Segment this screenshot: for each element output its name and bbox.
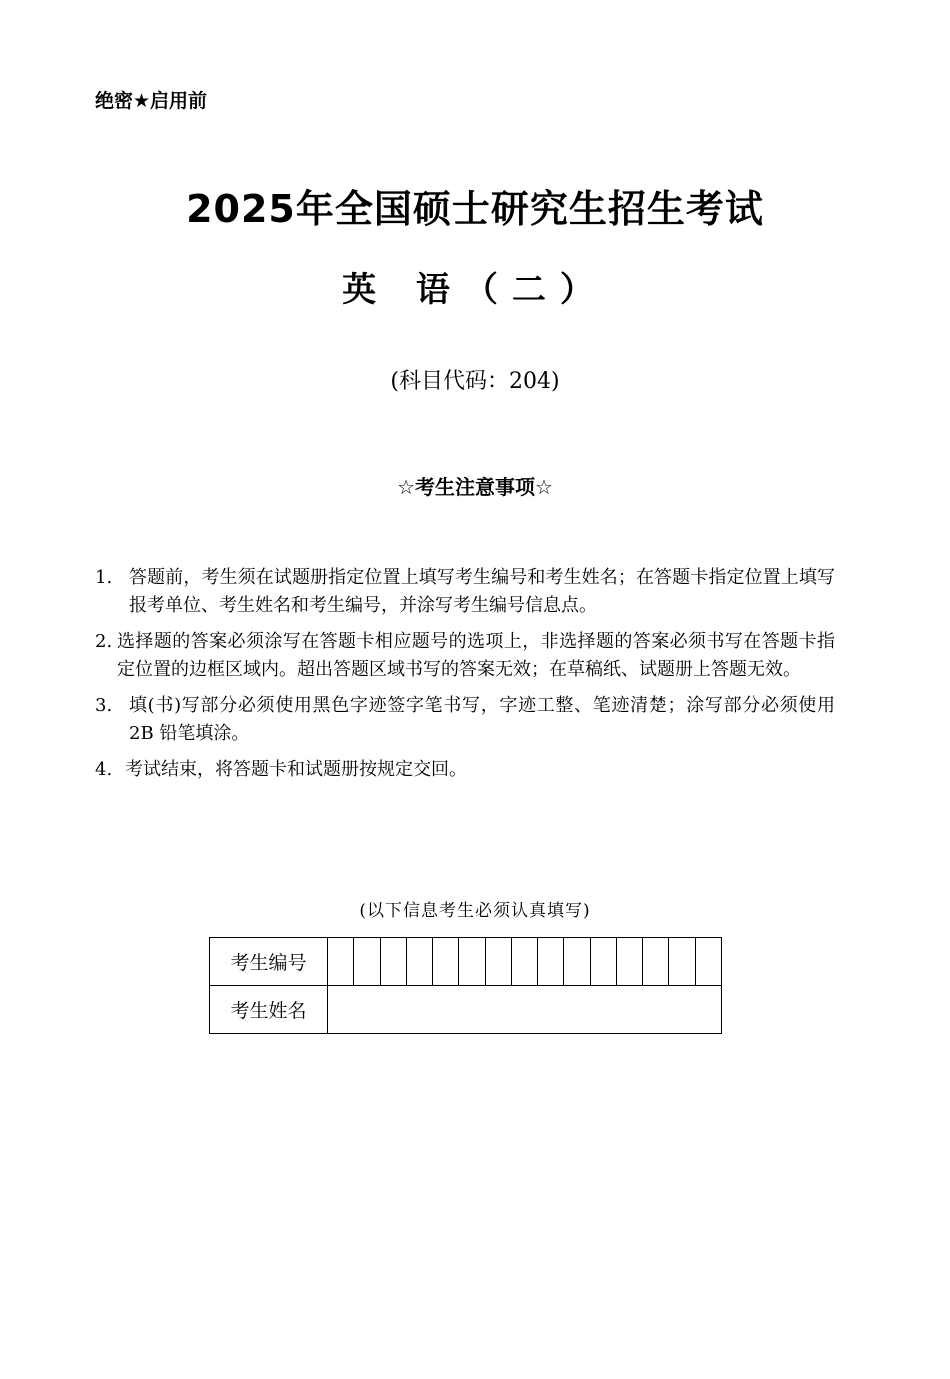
instructions-list <box>95 564 835 792</box>
candidate-number-box[interactable] <box>695 938 721 986</box>
instruction-item <box>95 628 835 684</box>
candidate-name-field[interactable] <box>328 986 722 1034</box>
candidate-number-box[interactable] <box>380 938 406 986</box>
candidate-number-box[interactable] <box>616 938 642 986</box>
instruction-number: 1. <box>95 567 113 588</box>
candidate-number-box[interactable] <box>669 938 695 986</box>
candidate-number-box[interactable] <box>643 938 669 986</box>
instruction-item <box>95 692 835 748</box>
instruction-item <box>95 756 835 784</box>
instruction-text: 填(书)写部分必须使用黑色字迹签字笔书写，字迹工整、笔迹清楚；涂写部分必须使用 2B 铅笔填涂。 <box>129 695 835 744</box>
subject-title: 英 语（二） <box>342 270 608 310</box>
instruction-number: 3. <box>95 695 113 716</box>
candidate-number-box[interactable] <box>511 938 537 986</box>
candidate-name-row <box>210 986 722 1034</box>
candidate-number-box[interactable] <box>433 938 459 986</box>
instruction-text: 考试结束，将答题卡和试题册按规定交回。 <box>125 759 467 780</box>
instruction-number: 4. <box>95 759 113 780</box>
form-caption: (以下信息考生必须认真填写) <box>359 901 591 921</box>
candidate-number-row <box>210 938 722 986</box>
notice-heading: ☆考生注意事项☆ <box>397 475 553 499</box>
instruction-text: 答题前，考生须在试题册指定位置上填写考生编号和考生姓名；在答题卡指定位置上填写报考单位、考生姓名和考生编号，并涂写考生编号信息点。 <box>129 567 835 616</box>
candidate-number-box[interactable] <box>564 938 590 986</box>
candidate-number-box[interactable] <box>328 938 354 986</box>
candidate-number-box[interactable] <box>590 938 616 986</box>
subject-code: (科目代码：204) <box>390 369 560 394</box>
candidate-number-box[interactable] <box>459 938 485 986</box>
candidate-number-box[interactable] <box>485 938 511 986</box>
exam-title: 2025年全国硕士研究生招生考试 <box>186 187 764 231</box>
candidate-number-box[interactable] <box>538 938 564 986</box>
candidate-name-label: 考生姓名 <box>210 986 328 1034</box>
instruction-text: 选择题的答案必须涂写在答题卡相应题号的选项上，非选择题的答案必须书写在答题卡指定位置的边框区域内。超出答题区域书写的答案无效；在草稿纸、试题册上答题无效。 <box>117 631 835 680</box>
candidate-info-table <box>209 937 722 1034</box>
confidential-marking: 绝密★启用前 <box>95 90 208 112</box>
candidate-number-label: 考生编号 <box>210 938 328 986</box>
candidate-number-box[interactable] <box>354 938 380 986</box>
instruction-item <box>95 564 835 620</box>
candidate-number-box[interactable] <box>406 938 432 986</box>
instruction-number: 2. <box>95 631 113 652</box>
